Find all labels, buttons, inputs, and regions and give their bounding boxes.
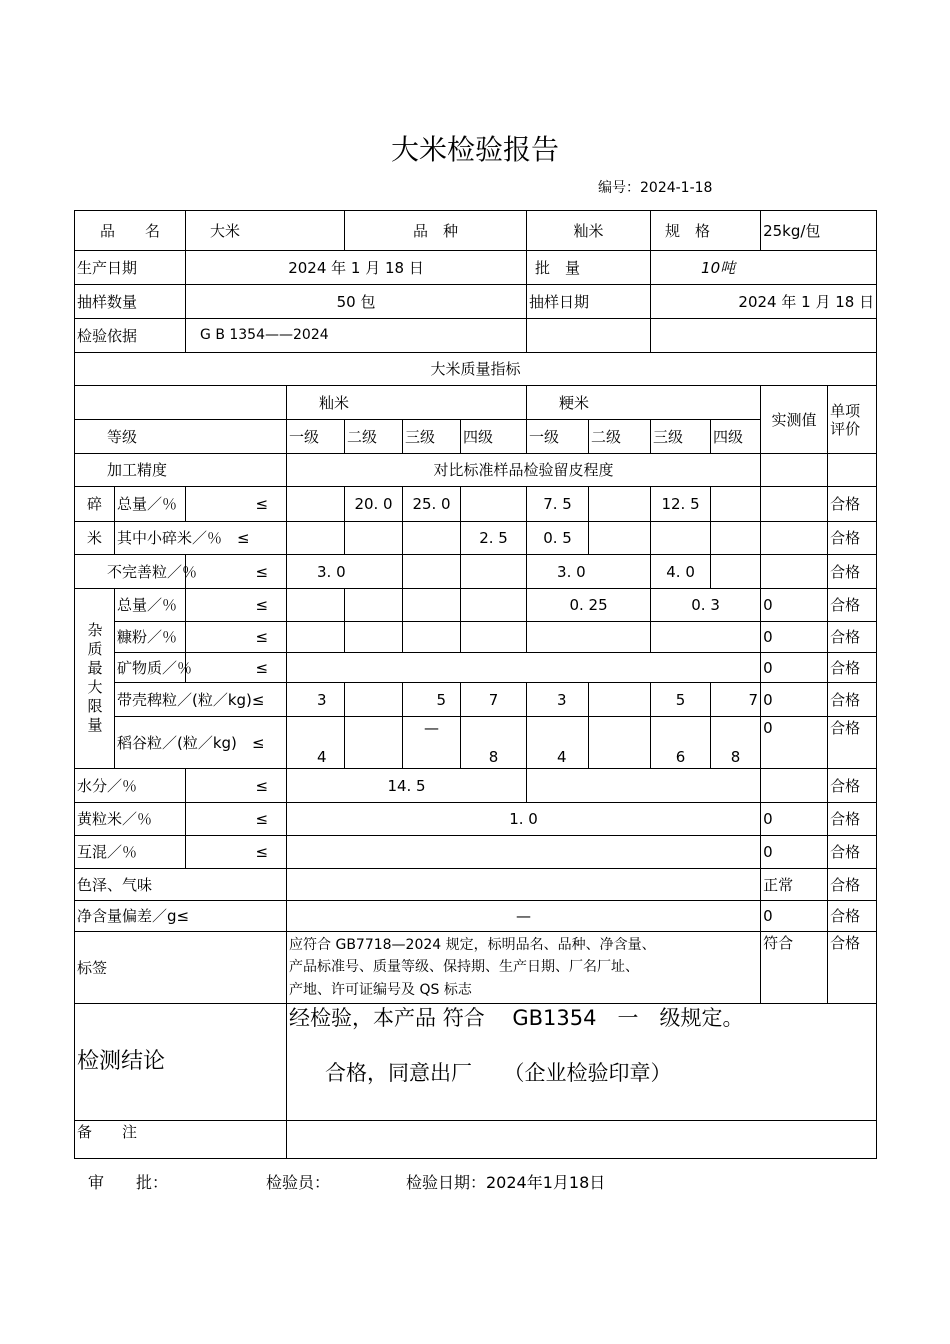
paddy-measured: 0 (761, 717, 828, 769)
spec-label: 规 格 (651, 211, 761, 251)
batch-label: 批 量 (527, 251, 651, 285)
sample-date-label: 抽样日期 (527, 285, 651, 319)
cell: 4 (527, 717, 589, 769)
remarks-value (287, 1121, 877, 1159)
cell (589, 487, 651, 522)
cell (527, 622, 651, 653)
husked-text: 带壳稗粒／(粒／kg) (117, 690, 252, 709)
inspection-table (74, 210, 877, 1159)
production-date-label: 生产日期 (75, 251, 186, 285)
cell (345, 589, 403, 622)
cell: 0. 3 (651, 589, 761, 622)
serial-label: 编号： (598, 180, 640, 196)
cell (461, 589, 527, 622)
paddy-op: ≤ (251, 733, 265, 752)
grade-xian-4: 四级 (461, 420, 527, 454)
moisture-eval: 合格 (828, 769, 877, 803)
remarks-label: 备 注 (75, 1121, 287, 1159)
color-label: 色泽、气味 (75, 869, 287, 901)
sample-qty-value: 50 包 (186, 285, 527, 319)
production-date-value: 2024 年 1 月 18 日 (186, 251, 527, 285)
mixed-label: 互混／％ (75, 836, 186, 869)
conclusion-line-2: 合格，同意出厂 （企业检验印章） (325, 1061, 672, 1086)
moisture-geng (527, 769, 761, 803)
net-label: 净含量偏差／g≤ (75, 901, 287, 932)
broken-small-label (115, 522, 287, 555)
cell (761, 487, 828, 522)
basis-empty (527, 319, 651, 353)
cell (403, 555, 461, 589)
cell (287, 589, 345, 622)
labelling-line: 应符合 GB7718—2024 规定，标明品名、品种、净含量、 (289, 937, 656, 953)
cell (287, 487, 345, 522)
cell: 5 (651, 683, 711, 717)
cell (287, 653, 761, 683)
cell: 7 (461, 683, 527, 717)
report-title: 大米检验报告 (390, 133, 559, 166)
paddy-text: 稻谷粒／(粒／kg) (117, 733, 237, 752)
grade-geng-2: 二级 (589, 420, 651, 454)
serial-number (598, 177, 712, 197)
moisture-label: 水分／％ (75, 769, 186, 803)
color-measured: 正常 (761, 869, 828, 901)
impurity-total-label: 总量／％ (115, 589, 186, 622)
moisture-measured (761, 769, 828, 803)
cell: 4 (287, 717, 345, 769)
imperfect-op: ≤ (186, 555, 287, 589)
cell (589, 522, 651, 555)
col-evaluation: 单项评价 (828, 386, 877, 454)
bran-measured: 0 (761, 622, 828, 653)
broken-small-eval: 合格 (828, 522, 877, 555)
cell (287, 622, 345, 653)
processing-standard: 对比标准样品检验留皮程度 (287, 454, 761, 487)
broken-total-eval: 合格 (828, 487, 877, 522)
bran-op: ≤ (186, 622, 287, 653)
cell (345, 683, 403, 717)
cell: 5 (403, 683, 461, 717)
variety-label: 品 种 (345, 211, 527, 251)
variety-value: 籼米 (527, 211, 651, 251)
yellow-value: 1. 0 (287, 803, 761, 836)
labelling-eval: 合格 (828, 932, 877, 1004)
mineral-eval: 合格 (828, 653, 877, 683)
grade-geng-1: 一级 (527, 420, 589, 454)
cell (403, 589, 461, 622)
cell (403, 622, 461, 653)
mixed-measured: 0 (761, 836, 828, 869)
cell: 12. 5 (651, 487, 711, 522)
husked-eval: 合格 (828, 683, 877, 717)
inspect-date: 检验日期：2024年1月18日 (406, 1173, 606, 1192)
labelling-label: 标签 (75, 932, 287, 1004)
color-value (287, 869, 761, 901)
cell (761, 555, 828, 589)
grade-geng-4: 四级 (711, 420, 761, 454)
mixed-op: ≤ (186, 836, 287, 869)
imperfect-eval: 合格 (828, 555, 877, 589)
cell (589, 717, 651, 769)
cell: 2. 5 (461, 522, 527, 555)
cell (461, 555, 527, 589)
basis-value: G B 1354——2024 (186, 319, 527, 353)
yellow-eval: 合格 (828, 803, 877, 836)
broken-total-op: ≤ (186, 487, 287, 522)
mineral-measured: 0 (761, 653, 828, 683)
mineral-op: ≤ (186, 653, 287, 683)
processing-measured (761, 454, 828, 487)
cell: 0. 5 (527, 522, 589, 555)
yellow-label: 黄粒米／％ (75, 803, 186, 836)
cell (345, 622, 403, 653)
product-name-value: 大米 (186, 211, 345, 251)
cell: — (403, 717, 461, 769)
labelling-line: 产地、许可证编号及 QS 标志 (289, 981, 472, 998)
yellow-measured: 0 (761, 803, 828, 836)
conclusion-text (287, 1004, 877, 1121)
indicator-title: 大米质量指标 (75, 353, 877, 386)
signature-footer (88, 1170, 605, 1193)
cell (345, 717, 403, 769)
inspector-label: 检验员： (266, 1173, 331, 1192)
cell: 3. 0 (527, 555, 651, 589)
sample-qty-label: 抽样数量 (75, 285, 186, 319)
approve-label: 审 批： (88, 1173, 169, 1192)
husked-op: ≤ (251, 690, 265, 709)
cell: 7 (711, 683, 761, 717)
cell: 4. 0 (651, 555, 711, 589)
processing-eval (828, 454, 877, 487)
basis-label: 检验依据 (75, 319, 186, 353)
grade-xian-3: 三级 (403, 420, 461, 454)
col-xian: 籼米 (287, 386, 527, 420)
product-name-label: 品 名 (75, 211, 186, 251)
col-geng: 粳米 (527, 386, 761, 420)
cell (711, 522, 761, 555)
cell (287, 522, 345, 555)
cell (403, 522, 461, 555)
net-value: — (287, 901, 761, 932)
yellow-op: ≤ (186, 803, 287, 836)
broken-total-label: 总量／％ (115, 487, 186, 522)
spec-value: 25kg/包 (761, 211, 877, 251)
grade-xian-1: 一级 (287, 420, 345, 454)
grade-geng-3: 三级 (651, 420, 711, 454)
mixed-value (287, 836, 761, 869)
cell: 20. 0 (345, 487, 403, 522)
cell: 3 (287, 683, 345, 717)
moisture-xian: 14. 5 (287, 769, 527, 803)
cell (711, 487, 761, 522)
serial-value: 2024-1-18 (640, 180, 713, 196)
cell: 8 (461, 717, 527, 769)
cell (651, 622, 761, 653)
labelling-line: 产品标准号、质量等级、保持期、生产日期、厂名厂址、 (289, 959, 640, 976)
impurity-group: 杂质最大限量 (75, 589, 115, 769)
impurity-total-op: ≤ (186, 589, 287, 622)
labelling-text (287, 932, 761, 1004)
batch-value: 10吨 (651, 251, 877, 285)
broken-small-text: 其中小碎米／％ (117, 529, 223, 547)
paddy-eval: 合格 (828, 717, 877, 769)
col-measured: 实测值 (761, 386, 828, 454)
cell (761, 522, 828, 555)
sample-date-value: 2024 年 1 月 18 日 (651, 285, 877, 319)
cell: 8 (711, 717, 761, 769)
grade-corner (75, 386, 287, 420)
broken-group-2: 米 (75, 522, 115, 555)
mixed-eval: 合格 (828, 836, 877, 869)
conclusion-line-1: 经检验，本产品 符合 GB1354 一 级规定。 (289, 1006, 744, 1031)
grade-xian-2: 二级 (345, 420, 403, 454)
paddy-label (115, 717, 287, 769)
husked-measured: 0 (761, 683, 828, 717)
broken-group-1: 碎 (75, 487, 115, 522)
bran-label: 糠粉／％ (115, 622, 186, 653)
net-eval: 合格 (828, 901, 877, 932)
husked-label (115, 683, 287, 717)
broken-small-op: ≤ (237, 529, 250, 547)
cell: 3 (527, 683, 589, 717)
net-measured: 0 (761, 901, 828, 932)
color-eval: 合格 (828, 869, 877, 901)
cell: 6 (651, 717, 711, 769)
basis-empty-2 (651, 319, 877, 353)
cell (461, 487, 527, 522)
bran-eval: 合格 (828, 622, 877, 653)
impurity-total-eval: 合格 (828, 589, 877, 622)
mineral-label: 矿物质／％ (115, 653, 186, 683)
imperfect-label: 不完善粒／％ (75, 555, 186, 589)
cell: 7. 5 (527, 487, 589, 522)
labelling-measured: 符合 (761, 932, 828, 1004)
processing-label: 加工精度 (75, 454, 287, 487)
impurity-total-measured: 0 (761, 589, 828, 622)
conclusion-label: 检测结论 (75, 1004, 287, 1121)
cell (711, 555, 761, 589)
moisture-op: ≤ (186, 769, 287, 803)
cell (589, 683, 651, 717)
cell: 0. 25 (527, 589, 651, 622)
cell: 25. 0 (403, 487, 461, 522)
cell (461, 622, 527, 653)
grade-label: 等级 (75, 420, 287, 454)
cell: 3. 0 (287, 555, 403, 589)
cell (651, 522, 711, 555)
cell (345, 522, 403, 555)
